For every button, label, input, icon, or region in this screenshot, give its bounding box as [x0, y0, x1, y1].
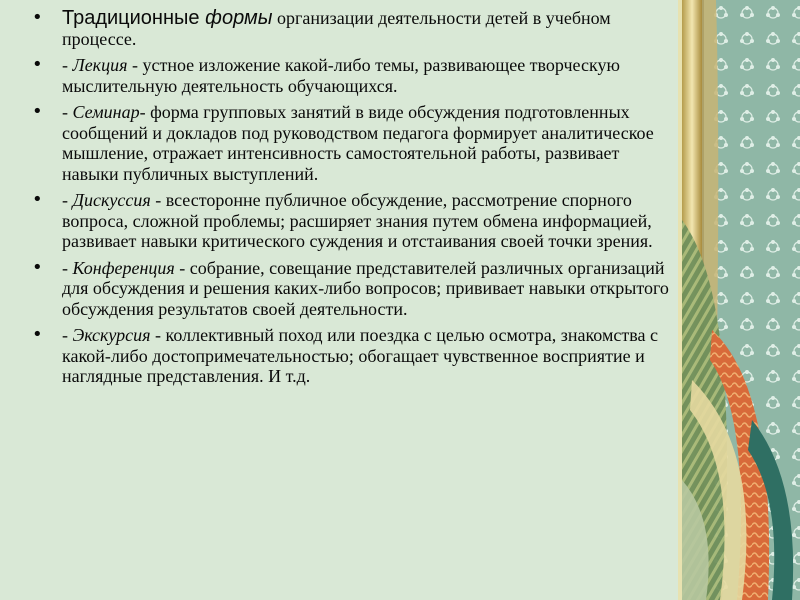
decorative-drapery-image: [682, 0, 800, 600]
bullet-lead: Традиционные: [62, 7, 206, 29]
bullet-text: форма групповых занятий в виде обсуждения подготовленных сообщений и докладов под руководством педагога формирует аналитическое мышление, отражает интенсивность самостоятельной работы, развивает навыки публичных выступлений.: [62, 102, 654, 184]
bullet-term: Дискуссия: [72, 190, 151, 210]
bullet-term: Лекция: [72, 55, 128, 75]
bullet-lead: -: [62, 55, 73, 75]
bullet-item-excursion: [30, 325, 670, 387]
bullet-text: - коллективный поход или поездка с целью осмотра, знакомства с какой-либо достопримечательностью; обогащает чувственное восприятие и наглядные представления. И т.д.: [62, 325, 658, 386]
bullet-text: - устное изложение какой-либо темы, развивающее творческую мыслительную деятельность обучающихся.: [62, 55, 620, 96]
bullet-dot-icon: •: [32, 101, 43, 122]
decorative-panel: [682, 0, 800, 600]
bullet-lead: -: [62, 102, 73, 122]
bullet-text: организации деятельности детей в учебном процессе.: [62, 8, 611, 49]
bullet-dot-icon: •: [32, 256, 43, 278]
bullet-dot-icon: •: [32, 54, 43, 75]
bullet-dot-icon: •: [32, 189, 43, 210]
bullet-text: - всесторонне публичное обсуждение, рассмотрение спорного вопроса, сложной проблемы; расширяет знания путем обмена информацией, развивает навыки критического суждения и отстаивания своей точки зрения.: [62, 190, 653, 251]
bullet-term: формы: [205, 7, 273, 29]
bullet-item-seminar: [30, 102, 670, 184]
bullet-term: Конференция: [72, 257, 175, 278]
bullet-item-traditional-forms: [30, 8, 670, 49]
bullet-dot-icon: •: [32, 7, 43, 28]
bullet-term: Семинар-: [72, 102, 146, 122]
bullet-item-discussion: [30, 190, 670, 252]
bullet-lead: -: [62, 325, 73, 345]
bullet-item-lecture: [30, 55, 670, 96]
bullet-term: Экскурсия: [72, 325, 151, 345]
bullet-lead: -: [62, 257, 73, 278]
bullet-text: - собрание, совещание представителей различных организаций для обсуждения и решения каких-либо вопросов; прививает навыки открытого обсуждения результатов своей деятельности.: [62, 257, 669, 319]
text-area: [30, 8, 670, 393]
bullet-dot-icon: •: [32, 324, 43, 345]
bullet-item-conference: [30, 258, 670, 320]
bullet-list: [30, 8, 670, 387]
bullet-lead: -: [62, 190, 73, 210]
